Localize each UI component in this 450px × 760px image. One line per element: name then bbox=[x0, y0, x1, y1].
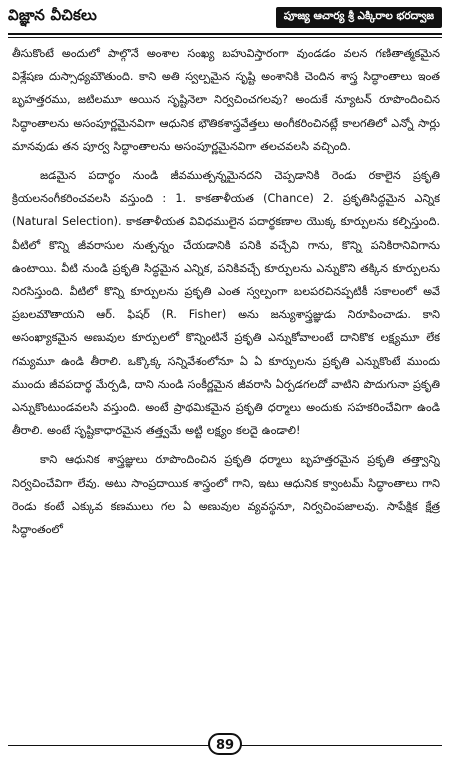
paragraph: కాని ఆధునిక శాస్త్రజ్ఞులు రూపొందించిన ప్రకృతి ధర్మాలు బృహత్తరమైన ప్రకృతి తత్త్వాన్ని నిర్వచించేవిగా లేవు. అటు సాంప్రదాయిక శాస్త్రంలో గాని, ఇటు ఆధునిక క్వాంటమ్ సిద్ధాంతాలు గాని రెండు కంటే ఎక్కువ కణములు గల ఏ అణువుల వ్యవస్థనూ, నిర్వచింపజాలవు. సాపేక్షిక క్షేత్ర సిద్ధాంతంలో bbox=[12, 453, 440, 537]
paragraph-continued: తీసుకొంటే అందులో పాల్గొనే అంశాల సంఖ్య బహువిస్తారంగా వుండడం వలన గణితాత్మకమైన విశ్లేషణ దుస్సాధ్యమౌతుంది. కాని అతి స్వల్పమైన సృష్టి అంశానికి చెందిన శాస్త్ర సిద్ధాంతాలు ఇంత బృహత్తరము, జటిలమూ అయిన సృష్టినెలా నిర్వచించగలవు? అందుకే న్యూటన్ రూపొందించిన సిద్ధాంతాలను అసంపూర్ణమైనవిగా ఆధునిక భౌతికశాస్త్రవేత్తలు అంగీకరించినట్లే కాలగతిలో ఎన్నో సార్లు మానవుడు తన పూర్వ సిద్ధాంతాలను అసంపూర్ణమైనవిగా తలచవలసి వచ్చింది. bbox=[12, 47, 440, 153]
header-divider-thin bbox=[8, 37, 442, 38]
book-title: విజ్ఞాన వీచికలు bbox=[8, 6, 98, 24]
header-divider bbox=[8, 33, 442, 35]
page-number: 89 bbox=[208, 733, 242, 755]
author-name: పూజ్య ఆచార్య శ్రీ ఎక్కిరాల భరద్వాజ bbox=[276, 7, 442, 28]
paragraph: జడమైన పదార్థం నుండి జీవముత్పన్నమైనదని చెప్పడానికి రెండు రకాలైన ప్రకృతి క్రియలనంగీకరించవలసి వస్తుంది : 1. కాకతాళీయత (Chance) 2. ప్రకృతిసిద్ధమైన ఎన్నిక (Natural Selection). కాకతాళీయత వివిధములైన పదార్థకణాల యొక్క కూర్పులను కల్పిస్తుంది. వీటిలో కొన్ని జీవరాసుల నుత్పన్నం చేయడానికి పనికి వచ్చేవి గాను, కొన్ని పనికిరానివిగాను ఉంటాయి. వీటి నుండి ప్రకృతి సిద్ధమైన ఎన్నిక, పనికివచ్చే కూర్పులను ఎన్నుకొని తక్కిన కూర్పులను నిరసిస్తుంది. వీటిలో కొన్ని కూర్పులను ప్రకృతి ఎంత స్వల్పంగా బలపరచినప్పటికీ సకాలంలో అవే ప్రబలమౌతాయని ఆర్. ఫిషర్ (R. Fisher) అను జన్యుశాస్త్రజ్ఞుడు నిరూపించాడు. కాని అసంఖ్యాకమైన అణువుల కూర్పులలో కొన్నింటినే ప్రకృతి ఎన్నుకోవాలంటే దానికొక లక్ష్యమూ లేక గమ్యమూ ఉండి తీరాలి. ఒక్కొక్క సన్నివేశంలోనూ ఏ ఏ కూర్పులను ప్రకృతి ఎన్నుకొంటే ముందు ముందు జీవపదార్థ మేర్పడి, దాని నుండి సంకీర్ణమైన జీవరాసి ఏర్పడగలదో వాటిని పొదుగునా ప్రకృతి ఎన్నుకొంటుండవలసి వస్తుంది. అంటే ప్రాథమికమైన ప్రకృతి ధర్మాలు అందుకు సహకరించేవిగా ఉండి తీరాలి. అంటే సృష్టికాధారమైన తత్త్వమే అట్టి లక్ష్యం కలదై ఉండాలి! bbox=[12, 169, 440, 438]
page-body bbox=[12, 42, 440, 726]
running-header bbox=[8, 4, 442, 30]
